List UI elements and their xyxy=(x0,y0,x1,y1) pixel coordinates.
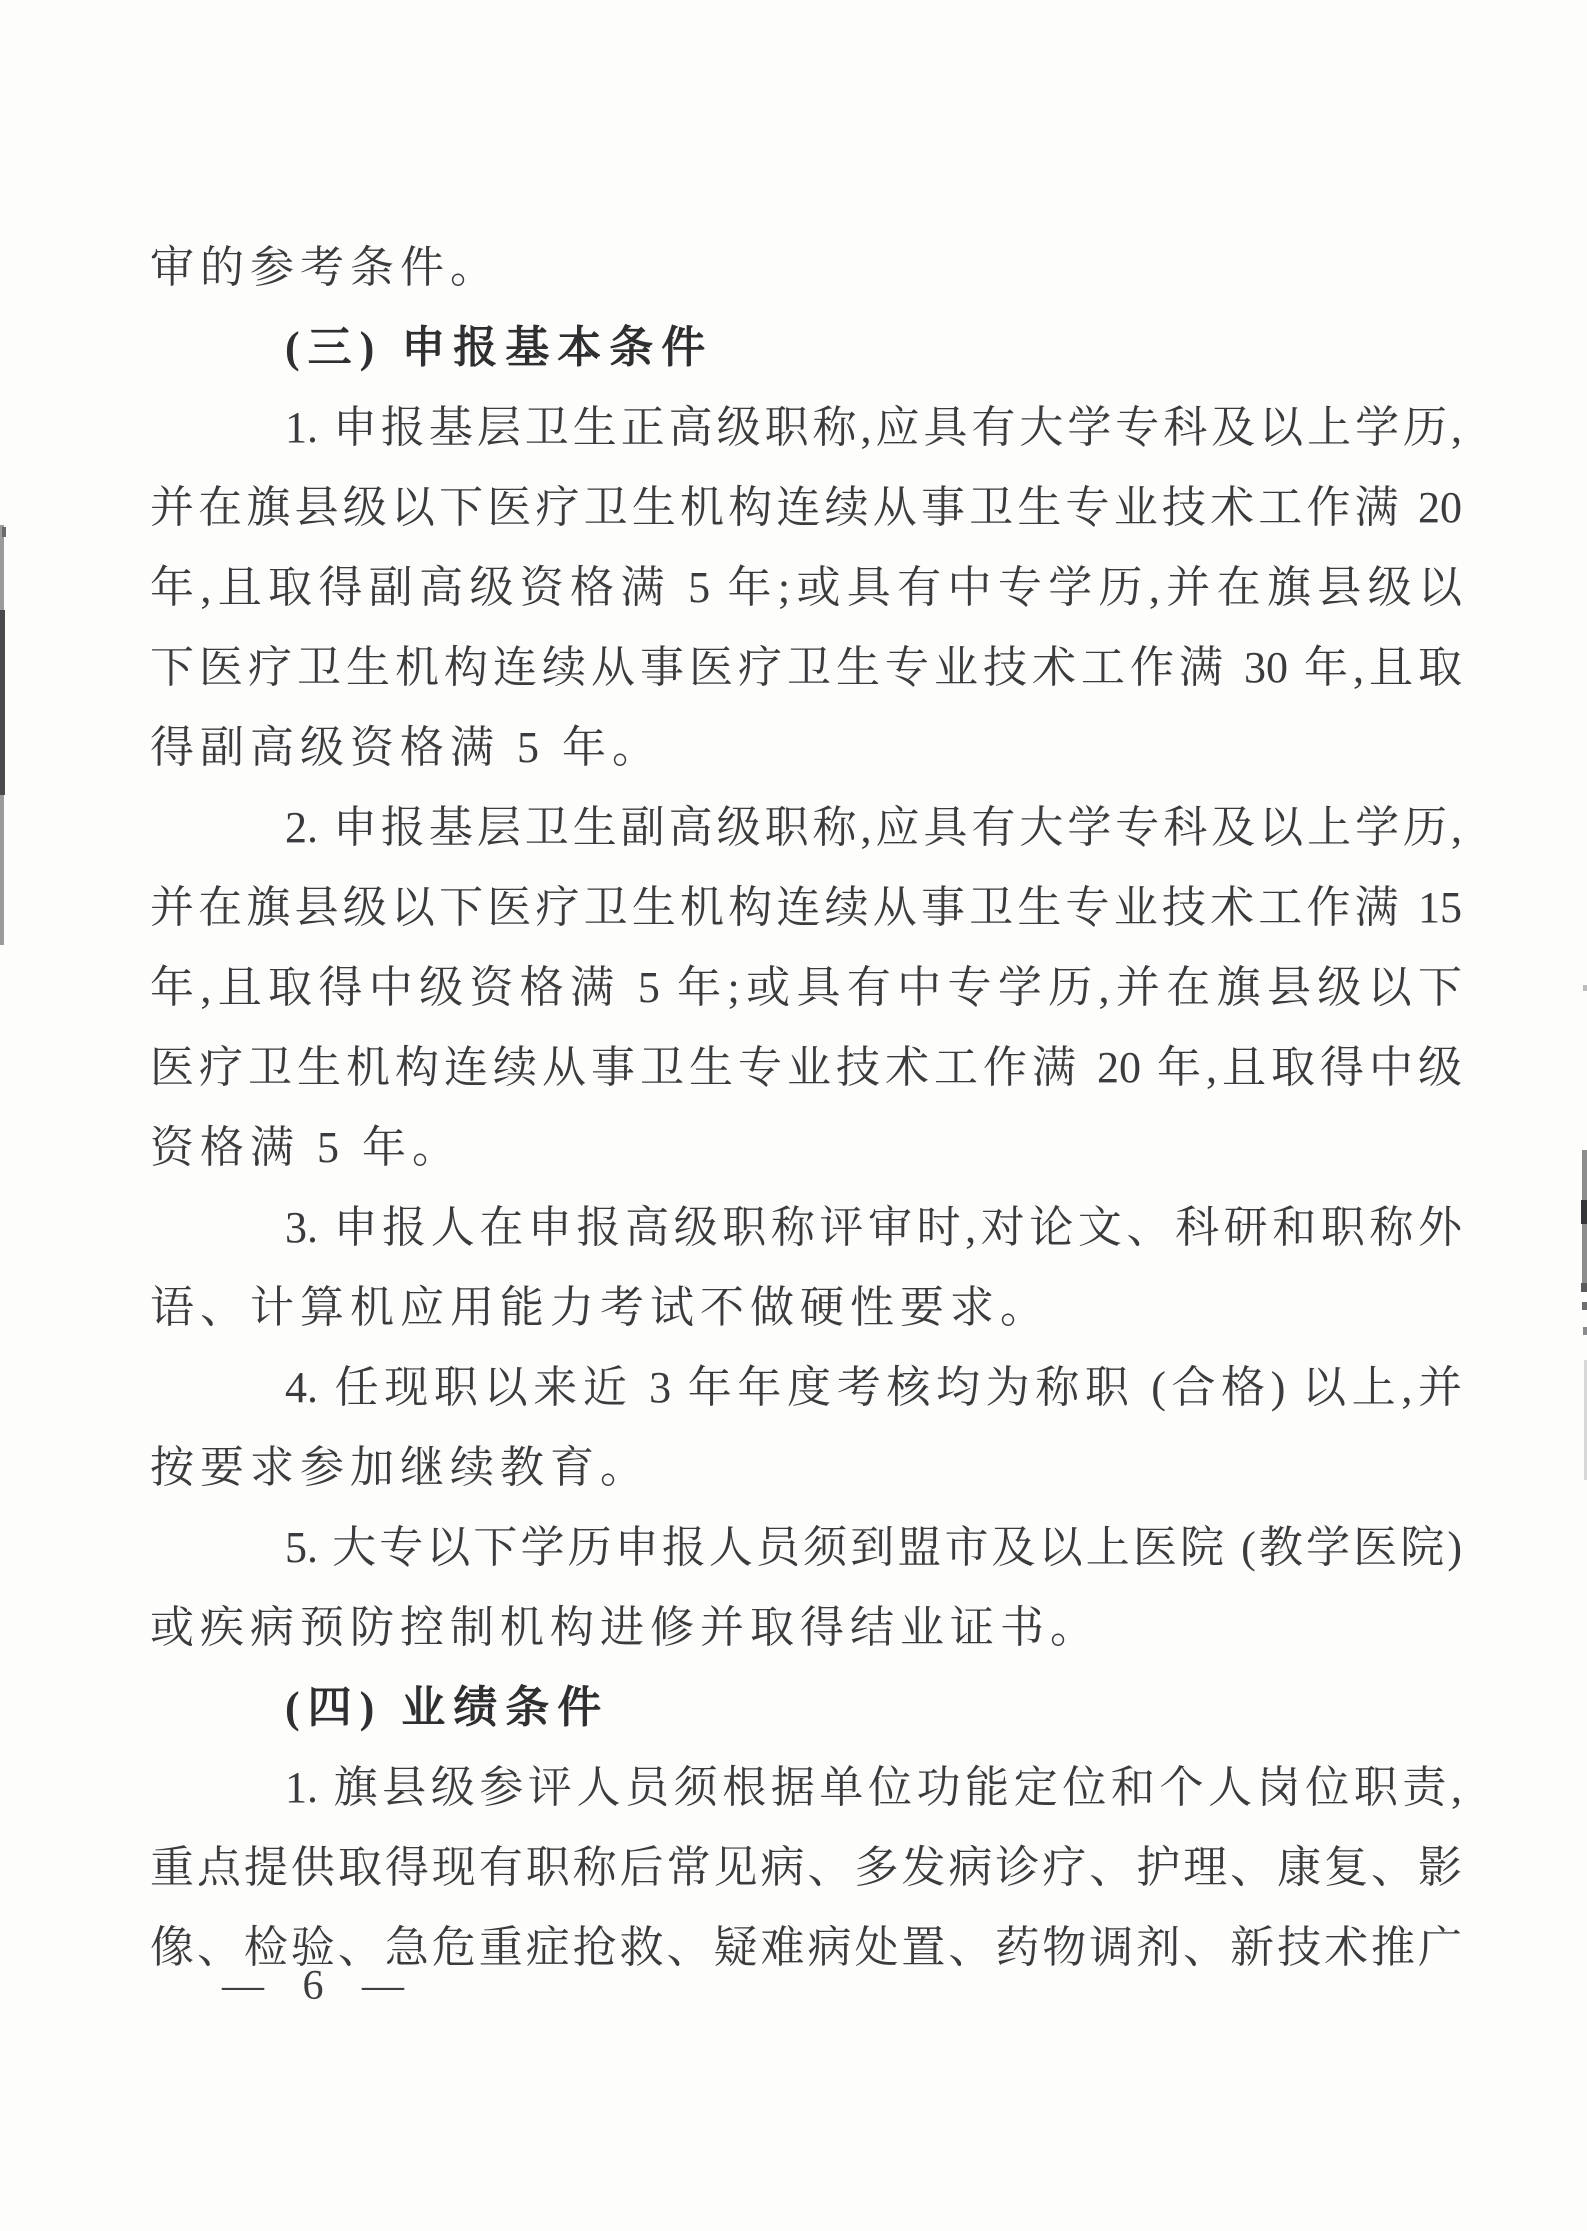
text-line: 医疗卫生机构连续从事卫生专业技术工作满 20 年,且取得中级 xyxy=(150,1043,1462,1092)
text-line: 1. 申报基层卫生正高级职称,应具有大学专科及以上学历, xyxy=(285,403,1462,452)
scan-artifact-right-dash xyxy=(1581,1283,1587,1292)
scan-artifact-left-dash xyxy=(2,527,6,537)
scan-artifact-right-tick xyxy=(1583,985,1587,991)
text-line: 资格满 5 年。 xyxy=(150,1123,462,1172)
text-line: 年,且取得中级资格满 5 年;或具有中专学历,并在旗县级以下 xyxy=(150,963,1462,1012)
text-line: 按要求参加继续教育。 xyxy=(150,1443,650,1492)
text-line: 4. 任现职以来近 3 年年度考核均为称职 (合格) 以上,并 xyxy=(285,1363,1462,1412)
section-heading: (三) 申报基本条件 xyxy=(285,323,714,372)
text-line: 重点提供取得现有职称后常见病、多发病诊疗、护理、康复、影 xyxy=(150,1843,1462,1892)
text-line: 或疾病预防控制机构进修并取得结业证书。 xyxy=(150,1603,1100,1652)
section-heading: (四) 业绩条件 xyxy=(285,1683,610,1732)
scan-artifact-right-dash xyxy=(1582,1302,1587,1310)
text-line: 审的参考条件。 xyxy=(150,243,500,292)
text-line: 年,且取得副高级资格满 5 年;或具有中专学历,并在旗县级以 xyxy=(150,563,1462,612)
text-line: 2. 申报基层卫生副高级职称,应具有大学专科及以上学历, xyxy=(285,803,1462,852)
text-line: 像、检验、急危重症抢救、疑难病处置、药物调剂、新技术推广 xyxy=(150,1923,1462,1972)
text-line: 并在旗县级以下医疗卫生机构连续从事卫生专业技术工作满 15 xyxy=(150,883,1462,932)
text-line: 并在旗县级以下医疗卫生机构连续从事卫生专业技术工作满 20 xyxy=(150,483,1462,532)
scan-artifact-left-dark xyxy=(0,610,5,795)
page-number: — 6 — xyxy=(222,1963,418,2009)
scan-artifact-right-dash xyxy=(1583,1327,1587,1335)
text-line: 下医疗卫生机构连续从事医疗卫生专业技术工作满 30 年,且取 xyxy=(150,643,1462,692)
document-text-block xyxy=(150,228,1462,1988)
text-line: 3. 申报人在申报高级职称评审时,对论文、科研和职称外 xyxy=(285,1203,1462,1252)
text-line: 语、计算机应用能力考试不做硬性要求。 xyxy=(150,1283,1050,1332)
text-line: 得副高级资格满 5 年。 xyxy=(150,723,662,772)
text-line: 5. 大专以下学历申报人员须到盟市及以上医院 (教学医院) xyxy=(285,1523,1462,1572)
scan-artifact-right-dark xyxy=(1581,1200,1587,1224)
text-line: 1. 旗县级参评人员须根据单位功能定位和个人岗位职责, xyxy=(285,1763,1462,1812)
